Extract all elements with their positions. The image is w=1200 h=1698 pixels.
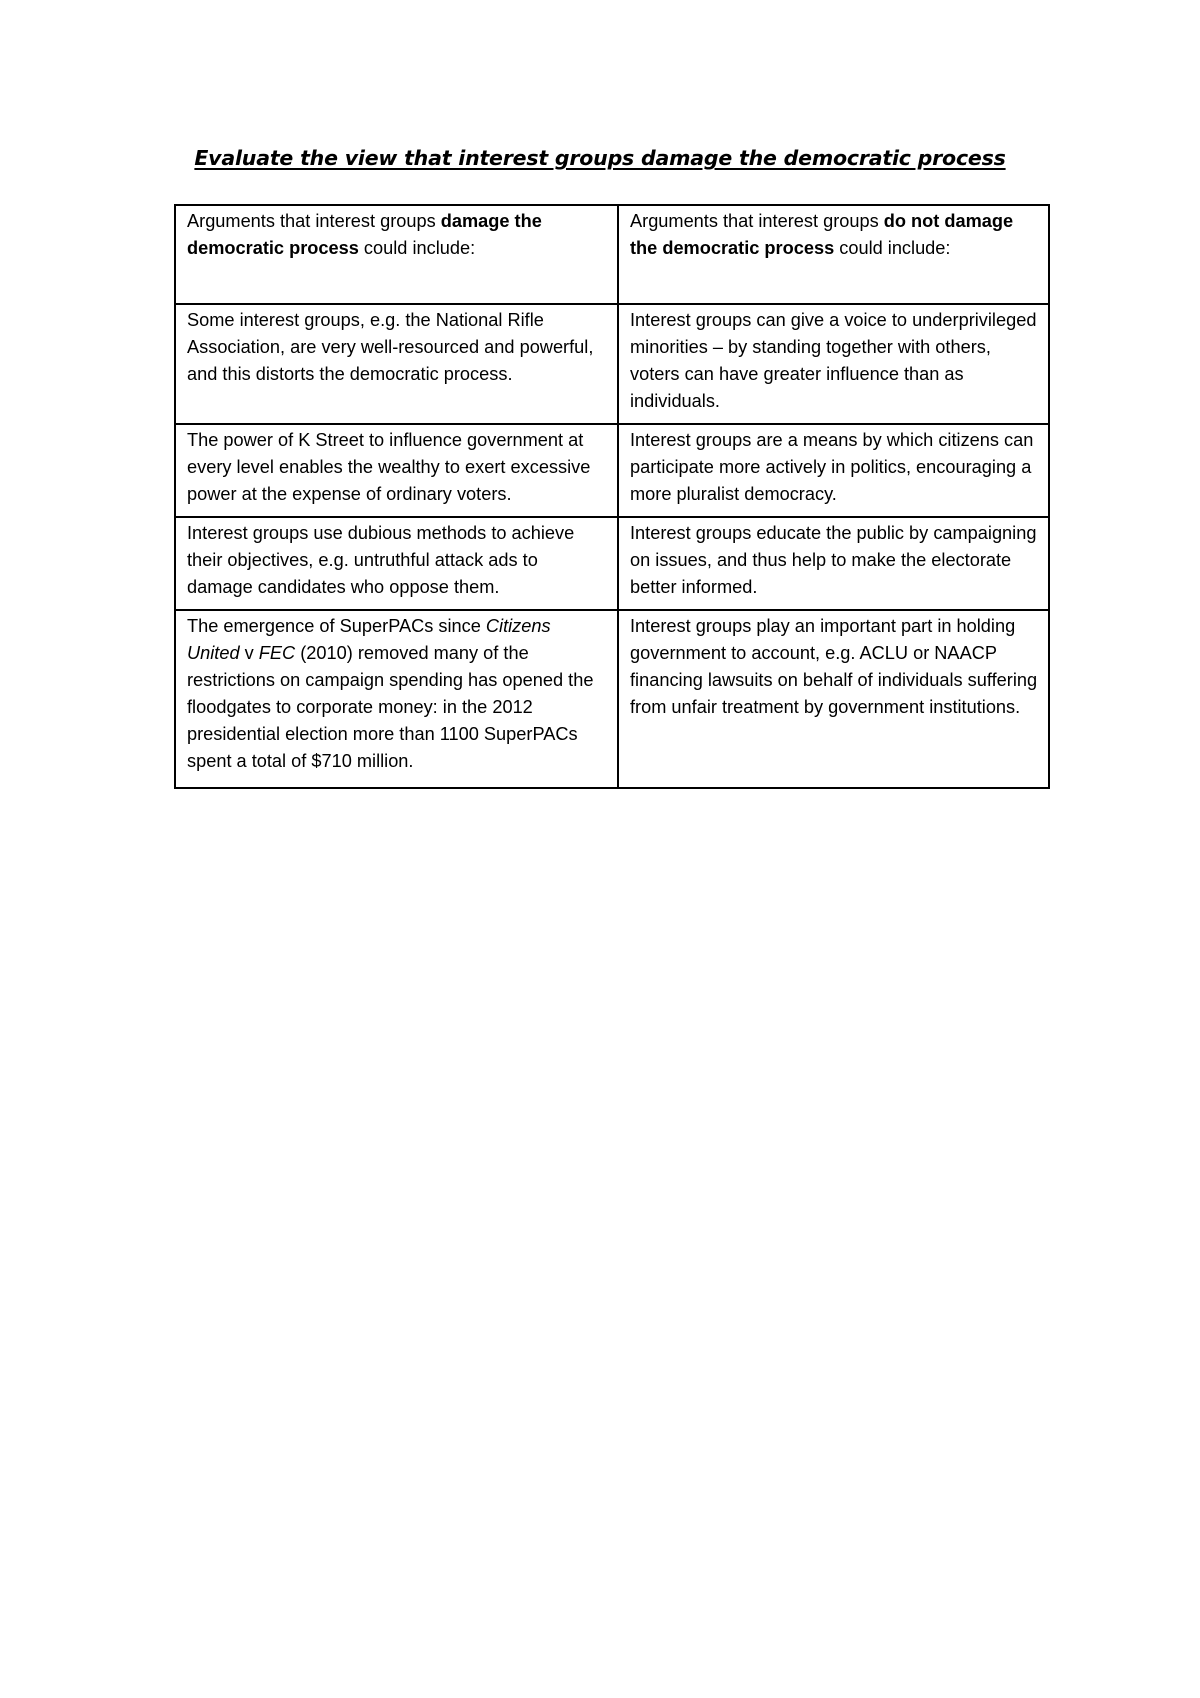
header-damage-emphasis: damage the democratic process xyxy=(187,211,542,258)
table-row xyxy=(175,610,1049,788)
argument-damage-4-rest: (2010) removed many of the restrictions on campaign spending has opened the floodgates to corporate money: in the 2012 presidential election more than 1100 SuperPACs spent a total of $710 million. xyxy=(187,643,594,771)
argument-damage-1: Some interest groups, e.g. the National Rifle Association, are very well-resourced and powerful, and this distorts the democratic process. xyxy=(175,304,618,424)
header-not-damage-prefix: Arguments that interest groups xyxy=(630,211,884,231)
table-row xyxy=(175,424,1049,517)
header-damage-suffix: could include: xyxy=(358,238,476,258)
argument-not-damage-1: Interest groups can give a voice to underprivileged minorities – by standing together with others, voters can have greater influence than as individuals. xyxy=(618,304,1049,424)
argument-not-damage-3: Interest groups educate the public by campaigning on issues, and thus help to make the electorate better informed. xyxy=(618,517,1049,610)
page-title: Evaluate the view that interest groups damage the democratic process xyxy=(194,146,1006,170)
header-cell-damage xyxy=(175,205,618,304)
header-not-damage-suffix: could include: xyxy=(834,238,951,258)
table-row xyxy=(175,304,1049,424)
case-name-citizens-united: Citizens United xyxy=(187,616,551,663)
case-versus: v xyxy=(239,643,259,663)
header-not-damage-emphasis: do not damage the democratic process xyxy=(630,211,1014,258)
table-header-row xyxy=(175,205,1049,304)
argument-damage-4-intro: The emergence of SuperPACs since xyxy=(187,616,486,636)
argument-damage-4 xyxy=(175,610,618,788)
header-damage-prefix: Arguments that interest groups xyxy=(187,211,441,231)
table-row xyxy=(175,517,1049,610)
argument-damage-2: The power of K Street to influence government at every level enables the wealthy to exert excessive power at the expense of ordinary voters. xyxy=(175,424,618,517)
argument-not-damage-2: Interest groups are a means by which citizens can participate more actively in politics, encouraging a more pluralist democracy. xyxy=(618,424,1049,517)
header-cell-not-damage xyxy=(618,205,1049,304)
arguments-table xyxy=(174,204,1050,789)
argument-damage-3: Interest groups use dubious methods to achieve their objectives, e.g. untruthful attack ads to damage candidates who oppose them. xyxy=(175,517,618,610)
argument-not-damage-4: Interest groups play an important part in holding government to account, e.g. ACLU or NAACP financing lawsuits on behalf of individuals suffering from unfair treatment by government institutions. xyxy=(618,610,1049,788)
case-name-fec: FEC xyxy=(258,643,296,663)
